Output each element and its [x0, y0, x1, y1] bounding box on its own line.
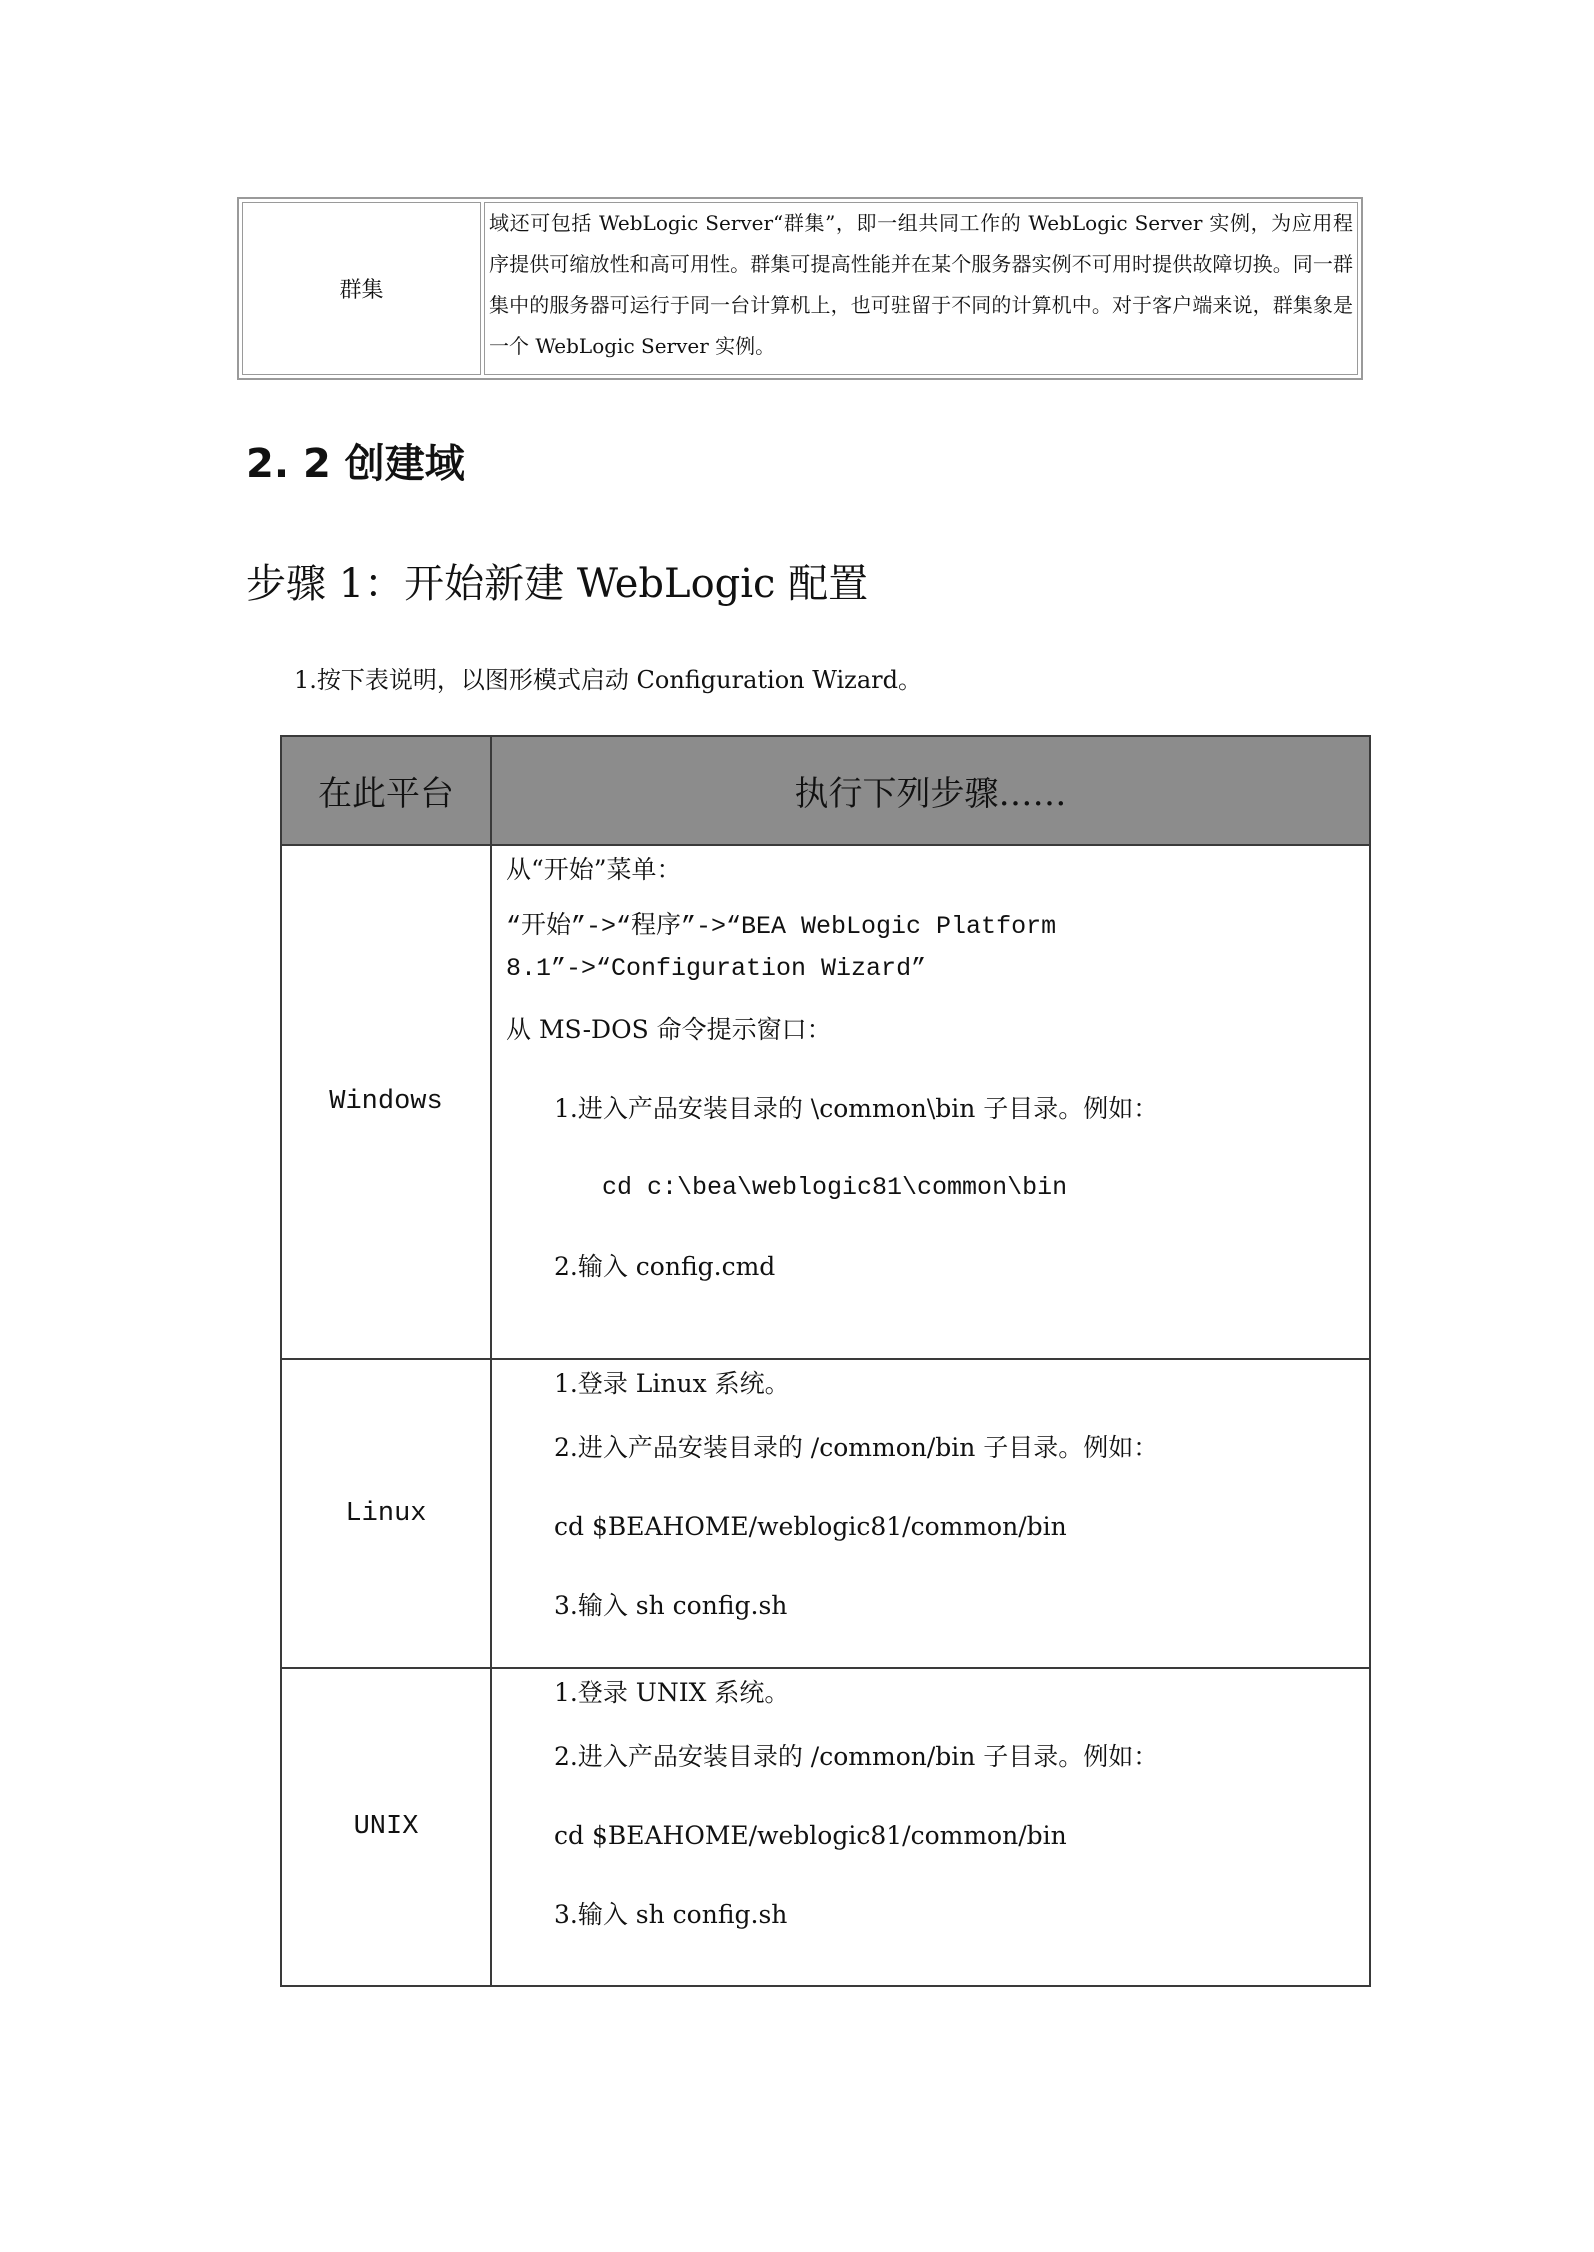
- header-steps: 执行下列步骤……: [491, 736, 1370, 845]
- step-line: 从“开始”菜单：: [506, 855, 682, 884]
- steps-windows: [491, 845, 1370, 1359]
- step-line: cd $BEAHOME/weblogic81/common/bin: [554, 1821, 1067, 1850]
- step-line: 2.进入产品安装目录的 /common/bin 子目录。例如：: [554, 1742, 1159, 1771]
- table-row-unix: [281, 1668, 1370, 1986]
- table-row-linux: [281, 1359, 1370, 1668]
- table-row-windows: [281, 845, 1370, 1359]
- section-heading: 2. 2 创建域: [246, 441, 465, 487]
- step-line: 3.输入 sh config.sh: [554, 1900, 788, 1929]
- platform-unix: UNIX: [281, 1668, 491, 1986]
- step-line: cd $BEAHOME/weblogic81/common/bin: [554, 1512, 1067, 1541]
- step-line: 1.登录 UNIX 系统。: [554, 1678, 790, 1707]
- step-line: 从 MS-DOS 命令提示窗口：: [506, 1015, 832, 1044]
- step-line: 8.1”->“Configuration Wizard”: [506, 954, 927, 983]
- steps-unix: [491, 1668, 1370, 1986]
- step-line: cd c:\bea\weblogic81\common\bin: [602, 1173, 1068, 1202]
- step-line: 2.输入 config.cmd: [554, 1252, 776, 1281]
- platform-linux: Linux: [281, 1359, 491, 1668]
- step-line: 1.进入产品安装目录的 \common\bin 子目录。例如：: [554, 1094, 1159, 1123]
- step-line: 1.登录 Linux 系统。: [554, 1369, 790, 1398]
- cluster-table: [237, 197, 1363, 380]
- step-line: 2.进入产品安装目录的 /common/bin 子目录。例如：: [554, 1433, 1159, 1462]
- cluster-label: 群集: [242, 202, 481, 375]
- table-header-row: [281, 736, 1370, 845]
- platform-steps-table: [280, 735, 1371, 1987]
- platform-windows: Windows: [281, 845, 491, 1359]
- cluster-description: 域还可包括 WebLogic Server“群集”，即一组共同工作的 WebLogic Server 实例，为应用程序提供可缩放性和高可用性。群集可提高性能并在某个服务器实例不可用时提供故障切换。同一群集中的服务器可运行于同一台计算机上，也可驻留于不同的计算机中。对于客户端来说，群集象是一个 WebLogic Server 实例。: [484, 202, 1358, 375]
- intro-text: 1.按下表说明，以图形模式启动 Configuration Wizard。: [294, 666, 922, 694]
- header-platform: 在此平台: [281, 736, 491, 845]
- step-heading: 步骤 1：开始新建 WebLogic 配置: [246, 561, 869, 607]
- step-line: “开始”->“程序”->“BEA WebLogic Platform: [506, 912, 1057, 941]
- steps-linux: [491, 1359, 1370, 1668]
- step-line: 3.输入 sh config.sh: [554, 1591, 788, 1620]
